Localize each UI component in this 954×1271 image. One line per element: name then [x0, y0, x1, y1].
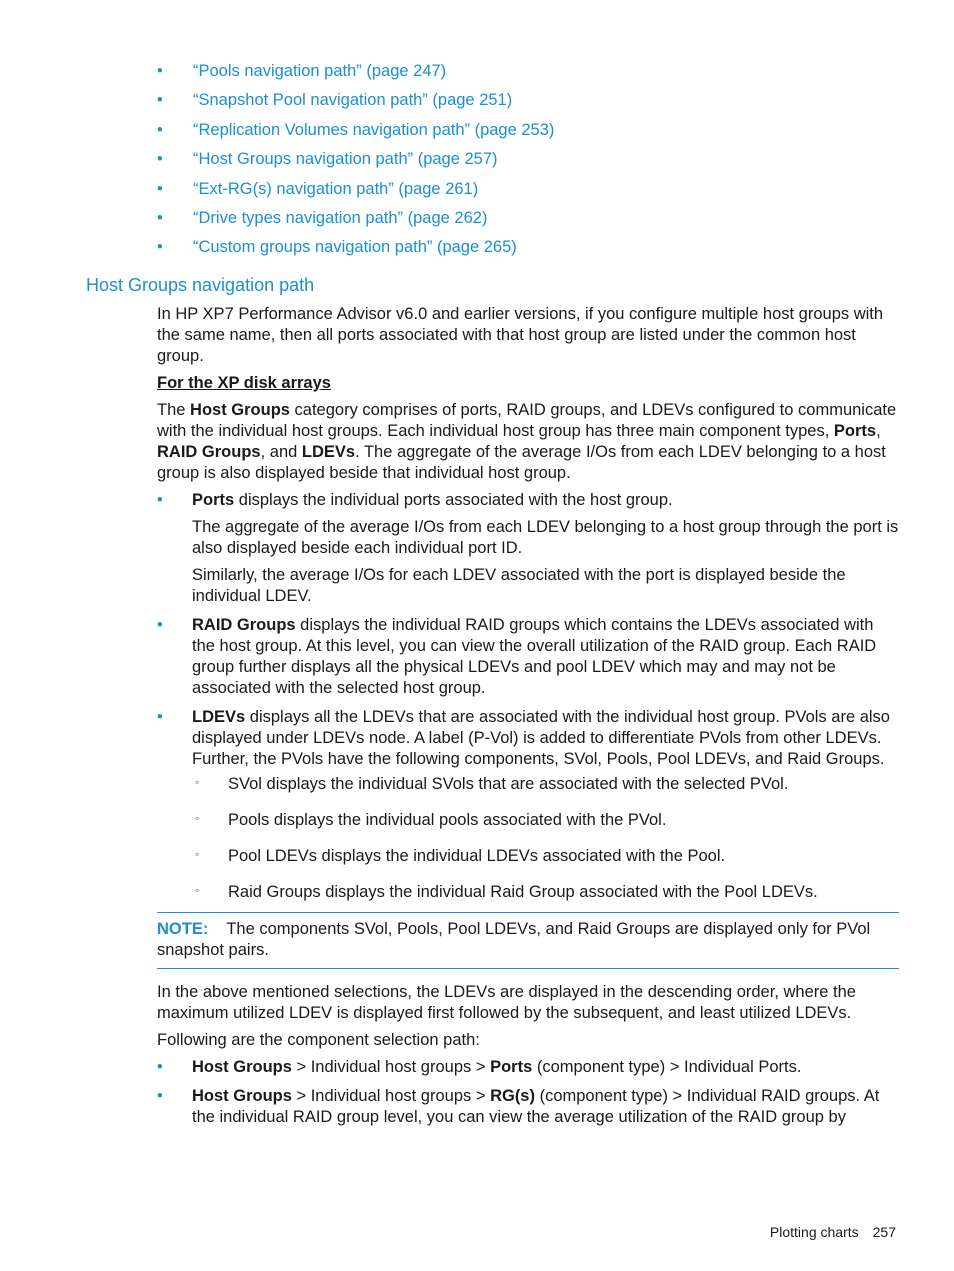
toc-item — [157, 148, 554, 177]
term-ports: Ports — [490, 1058, 533, 1076]
toc-link-list — [157, 60, 554, 266]
toc-link-custom-groups[interactable]: “Custom groups navigation path” (page 265) — [193, 238, 517, 257]
toc-item — [157, 236, 554, 265]
ldevs-description — [192, 707, 899, 770]
bullet-icon: • — [157, 1058, 163, 1076]
circle-bullet-icon: ◦ — [195, 883, 200, 897]
list-item-path-rgs — [157, 1086, 899, 1128]
selection-path-list — [157, 1057, 899, 1128]
text-run: displays the individual RAID groups which contains the LDEVs associated with the host group. At this level, you can view the overall utilization of the RAID group. Each RAID group further displays all the physical LDEVs and pool LDEV which may and may not be associated with the selected host group. — [192, 616, 877, 697]
section-body — [157, 304, 899, 1136]
ports-detail-2: Similarly, the average I/Os for each LDEV associated with the port is displayed beside the individual LDEV. — [192, 566, 846, 605]
subheading: For the XP disk arrays — [157, 374, 331, 392]
circle-bullet-icon: ◦ — [195, 847, 200, 861]
bullet-icon: • — [157, 491, 163, 509]
toc-link-pools[interactable]: “Pools navigation path” (page 247) — [193, 62, 447, 80]
term-host-groups: Host Groups — [192, 1087, 292, 1105]
circle-bullet-icon: ◦ — [195, 775, 200, 789]
text-run: > Individual host groups > — [291, 1087, 491, 1105]
sub-list-item — [157, 774, 899, 795]
toc-link-drive-types[interactable]: “Drive types navigation path” (page 262) — [193, 208, 488, 227]
selection-path-intro: Following are the component selection path: — [157, 1031, 480, 1049]
term-ldevs: LDEVs — [301, 443, 356, 461]
text-run: displays all the LDEVs that are associated with the individual host group. PVols are also displayed under LDEVs node. A label (P-Vol) is added to differentiate PVols from other LDEVs. Further, the PVols have the following components, SVol, Pools, Pool LDEVs, and Raid Groups. — [192, 708, 890, 768]
sub-list-item — [157, 882, 899, 903]
term-raid-groups: RAID Groups — [192, 616, 296, 634]
bullet-icon: • — [157, 708, 163, 726]
term-raid-groups: RAID Groups — [157, 443, 261, 461]
text-run: The — [157, 401, 191, 419]
page-number: 257 — [872, 1224, 896, 1240]
list-item-ldevs — [157, 707, 899, 770]
text-run: SVol displays the individual SVols that are associated with the selected PVol. — [228, 775, 789, 793]
section-heading: Host Groups navigation path — [86, 275, 315, 295]
footer-section-title: Plotting charts — [769, 1224, 859, 1240]
text-run: , — [876, 422, 881, 440]
circle-bullet-icon: ◦ — [195, 811, 200, 825]
toc-link-host-groups[interactable]: “Host Groups navigation path” (page 257) — [193, 150, 498, 169]
ordering-paragraph: In the above mentioned selections, the LDEVs are displayed in the descending order, where the maximum utilized LDEV is displayed first followed by the subsequent, and least utilized LDEVs. — [157, 983, 856, 1022]
bullet-icon: • — [157, 62, 163, 80]
text-run: . The aggregate of the average I/Os from each LDEV belonging to a host group is also displayed beside that individual host group. — [157, 443, 886, 482]
text-run: > Individual host groups > — [291, 1058, 491, 1076]
sub-list-item — [157, 846, 899, 867]
raid-groups-description — [192, 615, 899, 699]
text-run: category comprises of ports, RAID groups, and LDEVs configured to communicate with the individual host groups. Each individual host group has three main component types, — [157, 401, 897, 440]
term-host-groups: Host Groups — [192, 1058, 292, 1076]
toc-item — [157, 60, 554, 89]
toc-link-snapshot-pool[interactable]: “Snapshot Pool navigation path” (page 251) — [193, 91, 513, 110]
note-label: NOTE: — [157, 920, 209, 938]
term-ports: Ports — [833, 422, 877, 440]
note-box — [157, 912, 899, 969]
text-run: Raid Groups displays the individual Raid Group associated with the Pool LDEVs. — [228, 883, 818, 901]
bullet-icon: • — [157, 1087, 163, 1105]
toc-item — [157, 207, 554, 236]
list-item-path-ports — [157, 1057, 899, 1078]
component-type-list — [157, 490, 899, 770]
toc-link-replication-volumes[interactable]: “Replication Volumes navigation path” (page 253) — [193, 120, 555, 139]
bullet-icon: • — [157, 238, 163, 257]
sub-list-item — [157, 810, 899, 831]
page-footer — [770, 1222, 896, 1243]
term-rgs: RG(s) — [490, 1087, 535, 1105]
text-run: (component type) > Individual Ports. — [532, 1058, 802, 1076]
bullet-icon: • — [157, 150, 163, 169]
toc-item — [157, 178, 554, 207]
ports-detail-1: The aggregate of the average I/Os from each LDEV belonging to a host group through the port is also displayed beside each individual port ID. — [192, 518, 899, 557]
toc-link-ext-rg[interactable]: “Ext-RG(s) navigation path” (page 261) — [193, 179, 479, 198]
list-item-raid-groups — [157, 615, 899, 699]
term-ldevs: LDEVs — [192, 708, 246, 726]
pvol-component-list — [157, 774, 899, 903]
bullet-icon: • — [157, 179, 163, 198]
bullet-icon: • — [157, 120, 163, 139]
text-run: Pool LDEVs displays the individual LDEVs associated with the Pool. — [228, 847, 726, 865]
intro-paragraph: In HP XP7 Performance Advisor v6.0 and earlier versions, if you configure multiple host groups with the same name, then all ports associated with that host group are listed under the common host group. — [157, 305, 884, 365]
bullet-icon: • — [157, 208, 163, 227]
term-ports: Ports — [192, 491, 235, 509]
text-run: (component type) > Individual RAID groups. At the individual RAID group level, you can view the average utilization of the RAID group by — [192, 1087, 880, 1126]
bullet-icon: • — [157, 616, 163, 634]
note-text: The components SVol, Pools, Pool LDEVs, and Raid Groups are displayed only for PVol snapshot pairs. — [157, 920, 871, 959]
text-run: , and — [260, 443, 302, 461]
bullet-icon: • — [157, 91, 163, 110]
toc-item — [157, 89, 554, 118]
text-run: Pools displays the individual pools associated with the PVol. — [228, 811, 667, 829]
toc-item — [157, 119, 554, 148]
term-host-groups: Host Groups — [190, 401, 290, 419]
ports-description — [192, 490, 899, 511]
text-run: displays the individual ports associated with the host group. — [234, 491, 673, 509]
list-item-ports — [157, 490, 899, 607]
host-groups-paragraph — [157, 400, 899, 484]
